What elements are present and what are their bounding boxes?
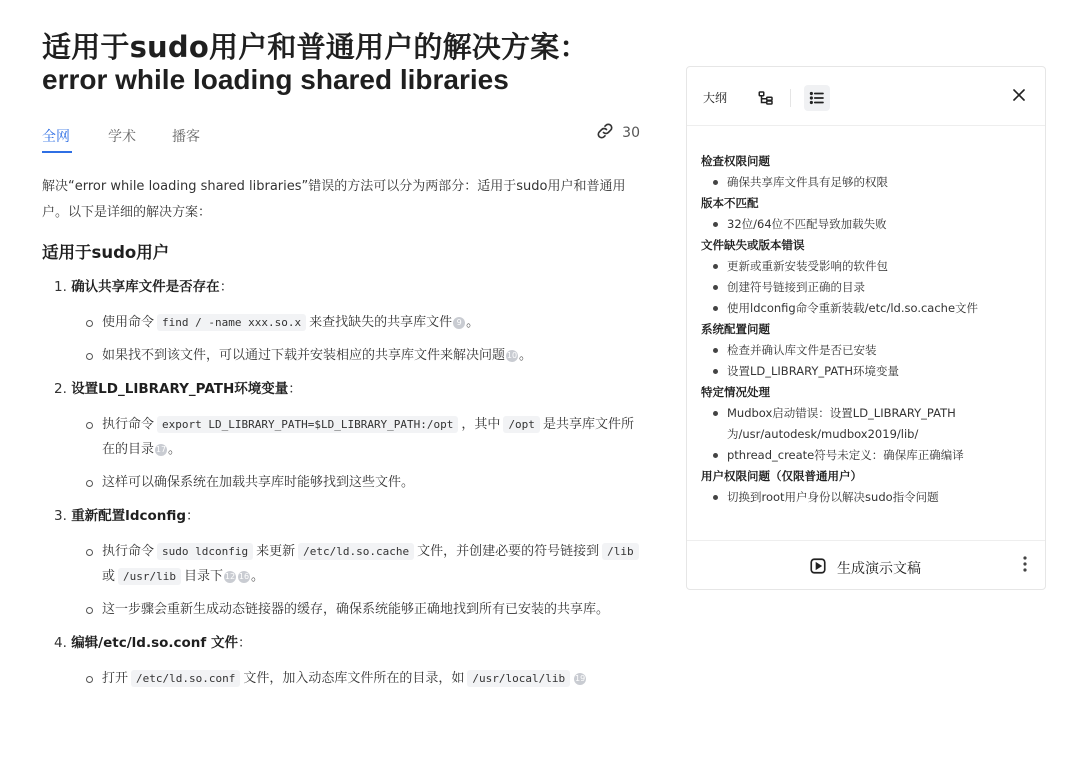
step-bullet-list — [42, 412, 648, 495]
list-item — [86, 412, 648, 462]
item-text: ，其中 — [461, 417, 501, 432]
sources-link-button[interactable] — [596, 122, 640, 144]
list-item — [86, 666, 648, 691]
outline-item[interactable]: 切换到root用户身份以解决sudo指令问题 — [701, 487, 1031, 508]
code-snippet: /usr/local/lib — [467, 670, 570, 687]
play-icon — [809, 557, 827, 579]
outline-group-title[interactable]: 系统配置问题 — [701, 322, 770, 336]
outline-item[interactable]: 更新或重新安装受影响的软件包 — [701, 256, 1031, 277]
step-title: 确认共享库文件是否存在 — [71, 279, 220, 295]
link-icon — [596, 122, 614, 144]
step-colon: ： — [237, 635, 252, 651]
item-text: 打开 — [102, 671, 129, 686]
header-divider — [790, 89, 791, 107]
step-title: 设置LD_LIBRARY_PATH环境变量 — [71, 381, 289, 397]
item-text: 这样可以确保系统在加载共享库时能够找到这些文件。 — [102, 475, 415, 490]
outline-group-title[interactable]: 特定情况处理 — [701, 385, 770, 399]
page-subtitle: error while loading shared libraries — [42, 64, 509, 95]
step-heading — [54, 505, 648, 527]
code-snippet: /etc/ld.so.conf — [131, 670, 240, 687]
step-number: 2. — [54, 381, 67, 397]
step-colon: ： — [219, 279, 234, 295]
outline-item[interactable]: Mudbox启动错误：设置LD_LIBRARY_PATH为/usr/autodesk/mudbox2019/lib/ — [701, 403, 1031, 445]
item-text: 执行命令 — [102, 544, 155, 559]
outline-item[interactable]: 设置LD_LIBRARY_PATH环境变量 — [701, 361, 1031, 382]
citation-badge[interactable]: 17 — [155, 445, 167, 454]
links-count: 30 — [622, 125, 640, 141]
active-tab-indicator — [42, 151, 72, 153]
step-heading — [54, 276, 648, 298]
code-snippet: /opt — [503, 416, 540, 433]
step-number: 3. — [54, 508, 67, 524]
citation-badge[interactable]: 19 — [575, 674, 586, 683]
step-bullet-list — [42, 539, 648, 622]
code-snippet: /usr/lib — [118, 568, 181, 585]
item-text: 来查找缺失的共享库文件 — [309, 315, 453, 330]
outline-item[interactable]: 创建符号链接到正确的目录 — [701, 277, 1031, 298]
intro-paragraph: 解决“error while loading shared libraries”错误的方法可以分为两部分：适用于sudo用户和普通用户。以下是详细的解决方案： — [42, 179, 626, 220]
step-heading — [54, 632, 648, 654]
item-text: 如果找不到该文件，可以通过下载并安装相应的共享库文件来解决问题 — [102, 348, 506, 363]
item-text: 目录下 — [184, 569, 224, 584]
citation-badge[interactable]: 10 — [506, 351, 518, 360]
item-text: 。 — [251, 569, 265, 584]
code-snippet: find / -name xxx.so.x — [157, 314, 306, 331]
source-tabs — [42, 126, 648, 160]
section-heading: 适用于sudo用户 — [42, 243, 170, 262]
outline-item[interactable]: 确保共享库文件具有足够的权限 — [701, 172, 1031, 193]
outline-panel-header — [687, 67, 1045, 126]
outline-group-title[interactable]: 检查权限问题 — [701, 154, 770, 168]
tab-podcast[interactable]: 播客 — [172, 129, 200, 145]
item-text: 或 — [102, 569, 116, 584]
outline-item[interactable]: 检查并确认库文件是否已安装 — [701, 340, 1031, 361]
outline-group-title[interactable]: 文件缺失或版本错误 — [701, 238, 805, 252]
list-item — [86, 310, 648, 335]
item-text: 。 — [168, 442, 182, 457]
code-snippet: sudo ldconfig — [157, 543, 253, 560]
outline-label: 大纲 — [703, 91, 728, 105]
item-text: 使用命令 — [102, 315, 155, 330]
tab-web[interactable]: 全网 — [42, 129, 70, 145]
citation-badge[interactable]: 9 — [453, 317, 465, 329]
mindmap-icon[interactable] — [753, 85, 779, 111]
item-text: 来更新 — [256, 544, 296, 559]
step-bullet-list — [42, 310, 648, 368]
item-text: 文件，加入动态库文件所在的目录，如 — [243, 671, 465, 686]
outline-group-title[interactable]: 用户权限问题（仅限普通用户） — [701, 469, 862, 483]
code-snippet: /etc/ld.so.cache — [298, 543, 414, 560]
outline-item[interactable]: 使用ldconfig命令重新装载/etc/ld.so.cache文件 — [701, 298, 1031, 319]
list-item — [86, 343, 648, 368]
list-item — [86, 470, 648, 495]
step-title: 编辑/etc/ld.so.conf 文件 — [71, 635, 238, 651]
more-vertical-icon[interactable] — [1023, 555, 1027, 577]
list-item — [86, 597, 648, 622]
generate-presentation-label: 生成演示文稿 — [837, 561, 921, 577]
close-icon[interactable] — [1009, 85, 1029, 109]
outline-panel — [686, 66, 1046, 590]
item-text: 这一步骤会重新生成动态链接器的缓存，确保系统能够正确地找到所有已安装的共享库。 — [102, 602, 610, 617]
outline-item[interactable]: 32位/64位不匹配导致加载失败 — [701, 214, 1031, 235]
item-text: 执行命令 — [102, 417, 155, 432]
tab-academic[interactable]: 学术 — [108, 129, 136, 145]
step-bullet-list — [42, 666, 648, 691]
code-snippet: export LD_LIBRARY_PATH=$LD_LIBRARY_PATH:/opt — [157, 416, 458, 433]
step-colon: ： — [186, 508, 200, 524]
outline-list — [687, 126, 1045, 508]
step-title: 重新配置ldconfig — [71, 508, 187, 524]
item-text: 文件，并创建必要的符号链接到 — [417, 544, 600, 559]
citation-badge[interactable]: 16 — [238, 572, 250, 581]
article-main — [42, 30, 648, 699]
step-number: 1. — [54, 279, 67, 295]
outline-item[interactable]: pthread_create符号未定义：确保库正确编译 — [701, 445, 1031, 466]
step-number: 4. — [54, 635, 67, 651]
outline-group-title[interactable]: 版本不匹配 — [701, 196, 759, 210]
item-text: 。 — [519, 348, 533, 363]
list-item — [86, 539, 648, 589]
code-snippet: /lib — [602, 543, 639, 560]
outline-panel-footer — [687, 540, 1045, 589]
step-colon: ： — [288, 381, 302, 397]
item-text: 。 — [466, 315, 480, 330]
list-icon[interactable] — [804, 85, 830, 111]
step-heading — [54, 378, 648, 400]
citation-badge[interactable]: 12 — [224, 572, 236, 581]
page-title: 适用于sudo用户和普通用户的解决方案： — [42, 30, 589, 64]
item-text: 是共享库文件所在的目录 — [102, 417, 634, 457]
generate-presentation-button[interactable] — [809, 557, 921, 579]
